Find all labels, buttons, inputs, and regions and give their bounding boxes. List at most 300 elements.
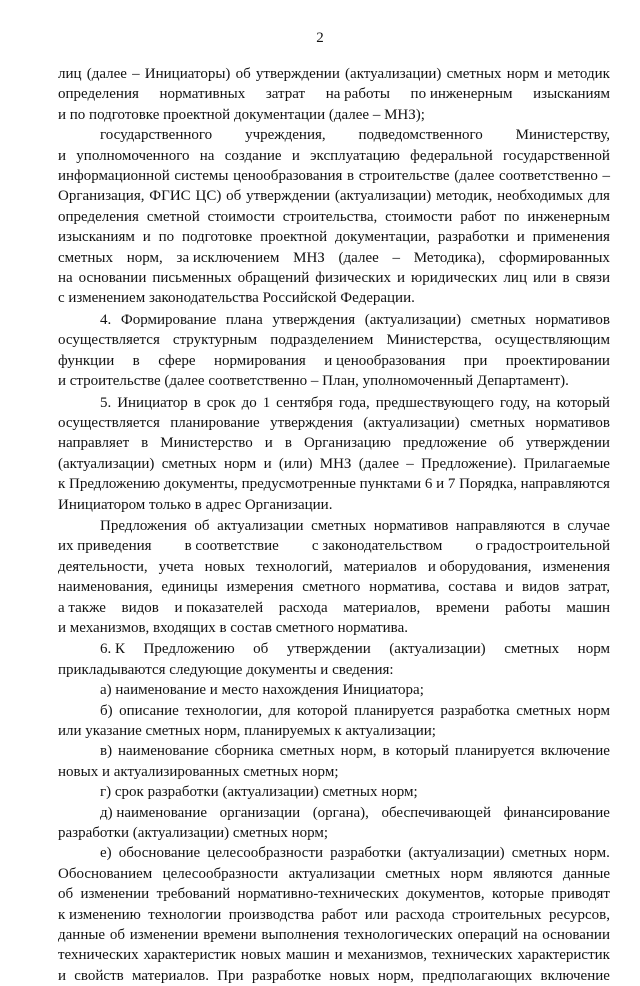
word: ресурсов, <box>548 906 610 923</box>
word: проектной <box>260 229 328 246</box>
word: а также <box>58 599 106 616</box>
word: учета <box>158 558 194 575</box>
word: изменения <box>542 558 610 575</box>
text-line <box>58 227 610 247</box>
word: При <box>217 967 244 984</box>
word: основании <box>78 270 147 287</box>
word: а) наименование и место нахождения Инициатора; <box>100 682 424 699</box>
text-line <box>58 330 610 350</box>
text-line <box>58 741 610 761</box>
word: или <box>532 270 557 287</box>
word: учреждения, <box>245 127 326 144</box>
word: об <box>226 188 242 205</box>
word: при <box>463 352 488 369</box>
word: документации, <box>335 229 430 246</box>
word: определения <box>58 208 139 225</box>
word: государственного <box>100 127 213 144</box>
word: Организацию <box>303 435 391 452</box>
word: норм <box>223 455 257 472</box>
word: (актуализации) <box>364 311 462 328</box>
word: новых <box>329 967 370 984</box>
word: об <box>194 517 210 534</box>
word: разработки <box>437 229 509 246</box>
word: инженерным <box>527 208 610 225</box>
word: МНЗ <box>293 249 325 266</box>
word: нормативно-технических <box>237 886 399 903</box>
word: 6. К <box>100 641 126 658</box>
word: операций <box>457 927 519 944</box>
word: норм <box>450 865 483 882</box>
word: осуществляется <box>58 332 160 349</box>
word: 7 <box>447 476 456 493</box>
word: выполнения <box>261 927 340 944</box>
word: видов <box>121 599 159 616</box>
word: функции <box>58 352 115 369</box>
text-line <box>58 884 610 904</box>
word: утверждения <box>272 311 356 328</box>
word: 5. <box>100 394 112 411</box>
word: пунктами <box>359 476 422 493</box>
word: предложение <box>403 435 487 452</box>
word: необходимых <box>497 188 584 205</box>
word: нормативов <box>373 517 449 534</box>
word: юридических <box>411 270 498 287</box>
word: направляет <box>58 435 130 452</box>
word: в <box>132 352 140 369</box>
word: стоимости <box>207 208 275 225</box>
text-line <box>58 474 610 494</box>
word: для <box>268 702 291 719</box>
word: в <box>284 435 292 452</box>
word: и <box>263 455 272 472</box>
word: материалов <box>343 558 417 575</box>
text-line <box>58 557 610 577</box>
word: на <box>58 270 73 287</box>
word: и <box>516 229 525 246</box>
word: д) наименование <box>100 804 208 821</box>
word: предполагающих <box>422 967 533 984</box>
word: и ценообразования <box>324 352 446 369</box>
word: в <box>552 517 560 534</box>
word: основании <box>542 927 610 944</box>
text-line <box>58 310 610 330</box>
word: подведомственного <box>358 127 483 144</box>
word: за исключением <box>176 249 280 266</box>
word: об <box>253 641 269 658</box>
word: Обоснованием <box>58 865 153 882</box>
word: года, <box>338 394 370 411</box>
word: уполномоченного <box>76 147 190 164</box>
word: в) <box>100 743 113 760</box>
text-line <box>58 598 610 618</box>
word: (актуализации) <box>363 414 460 431</box>
word: деятельности, <box>58 558 148 575</box>
word: информационной <box>58 168 170 185</box>
word: (далее <box>358 455 399 472</box>
word: данные <box>58 927 106 944</box>
word: подразделением <box>270 332 374 349</box>
word: единицы <box>161 579 218 596</box>
word: в <box>562 270 570 287</box>
word: физических <box>315 270 391 287</box>
word: технологических <box>343 927 453 944</box>
word: и <box>505 579 514 596</box>
word: сметных <box>279 743 335 760</box>
word: приводят <box>551 886 610 903</box>
word: планирование <box>170 414 260 431</box>
word: норм, <box>126 249 163 266</box>
word: и по подготовке проектной документации (далее – МНЗ); <box>58 106 425 123</box>
word: и оборудования, <box>427 558 532 575</box>
word: расхода <box>278 599 328 616</box>
word: Инициатором только в адрес Организации. <box>58 496 333 513</box>
word: характеристик <box>517 947 610 964</box>
text-line <box>58 516 610 536</box>
word: лиц <box>58 66 82 82</box>
word: расхода <box>395 906 445 923</box>
word: федеральной <box>410 147 493 164</box>
word: 4. <box>100 311 112 328</box>
word: – <box>602 168 610 185</box>
word: нормативов <box>535 414 610 431</box>
word: об <box>498 435 514 452</box>
word: (актуализации) <box>345 66 442 82</box>
word: плана <box>225 311 263 328</box>
word: определения <box>58 86 139 103</box>
word: машин <box>286 947 330 964</box>
text-line <box>58 782 610 802</box>
word: утверждении <box>255 66 340 82</box>
word: разработки <box>330 845 402 862</box>
word: (актуализации) <box>389 641 486 658</box>
word: норм, <box>377 967 414 984</box>
word: изменении <box>129 927 199 944</box>
word: требований <box>156 886 231 903</box>
word: Предложению <box>69 476 161 493</box>
word: планируется <box>354 702 434 719</box>
word: целесообразности <box>162 865 279 882</box>
word: стоимости <box>385 208 453 225</box>
text-line <box>58 248 610 268</box>
word: (актуализации) <box>334 188 432 205</box>
word: и <box>291 147 300 164</box>
word: (органа), <box>312 804 369 821</box>
word: норм <box>577 702 610 719</box>
word: который <box>556 394 610 411</box>
word: сметных <box>504 641 560 658</box>
text-line <box>58 186 610 206</box>
text-line <box>58 268 610 288</box>
word: подготовке <box>181 229 253 246</box>
text-line <box>58 413 610 433</box>
word: и <box>264 435 273 452</box>
word: новых и актуализированных сметных норм; <box>58 763 339 780</box>
text-line <box>58 146 610 166</box>
word: технических <box>431 947 513 964</box>
word: обеспечивающей <box>381 804 491 821</box>
word: или <box>364 906 389 923</box>
word: финансирование <box>503 804 610 821</box>
word: изысканиям <box>58 229 135 246</box>
word: эксплуатацию <box>310 147 400 164</box>
word: который <box>395 743 449 760</box>
word: и <box>142 229 151 246</box>
word: сформированных <box>498 249 610 266</box>
text-line <box>58 64 610 84</box>
word: и <box>58 967 67 984</box>
word: в соответствие <box>184 538 279 555</box>
word: (актуализации) <box>58 455 155 472</box>
text-line <box>58 721 610 741</box>
word: прикладываются следующие документы и сведения: <box>58 661 394 678</box>
word: Инициаторы) <box>144 66 231 82</box>
word: норм <box>506 66 540 82</box>
word: утверждении <box>525 435 610 452</box>
word: новых <box>240 947 282 964</box>
word: которой <box>296 702 348 719</box>
text-line <box>58 701 610 721</box>
text-line <box>58 371 610 391</box>
word: на работы <box>325 86 390 103</box>
word: обращений <box>237 270 310 287</box>
text-line <box>58 945 610 965</box>
text-line <box>58 660 610 680</box>
word: предусмотренные <box>241 476 356 493</box>
word: включение <box>540 967 610 984</box>
word: сметного <box>302 579 361 596</box>
word: сметных <box>58 249 113 266</box>
word: Министерству, <box>515 127 610 144</box>
word: в <box>141 435 149 452</box>
word: по <box>158 229 175 246</box>
text-line <box>58 843 610 863</box>
word: документы, <box>163 476 238 493</box>
word: материалов. <box>131 967 209 984</box>
word: работ <box>321 906 358 923</box>
word: создание <box>224 147 282 164</box>
word: – <box>392 249 401 266</box>
word: на <box>536 394 551 411</box>
text-line <box>58 288 610 308</box>
word: методик, <box>436 188 493 205</box>
word: норм. <box>573 845 610 862</box>
word: описание <box>119 702 179 719</box>
word: об <box>109 927 125 944</box>
word: или указание сметных норм, планируемых к актуализации; <box>58 723 436 739</box>
word: и <box>436 476 445 493</box>
word: проектировании <box>505 352 610 369</box>
text-line <box>58 618 610 638</box>
word: методик <box>557 66 610 82</box>
word: измерения <box>226 579 294 596</box>
word: применения <box>532 229 610 246</box>
word: и механизмов, входящих в состав сметного норматива. <box>58 619 408 636</box>
word: разработки (актуализации) сметных норм; <box>58 825 329 842</box>
text-line <box>58 125 610 145</box>
word: включение <box>540 743 610 760</box>
word: сентября <box>276 394 333 411</box>
word: новых <box>204 558 245 575</box>
word: осуществляющим <box>494 332 610 349</box>
word: срок <box>206 394 236 411</box>
text-line <box>58 536 610 556</box>
word: государственной <box>503 147 610 164</box>
word: письменных <box>152 270 232 287</box>
word: нормирования <box>214 352 306 369</box>
word: в <box>347 168 355 185</box>
word: Прилагаемые <box>523 455 610 472</box>
text-line <box>58 105 610 125</box>
word: ЦС) <box>195 188 222 205</box>
word: ценообразования <box>233 168 343 185</box>
text-line <box>58 864 610 884</box>
word: Предложения <box>100 517 187 534</box>
word: актуализации <box>288 865 375 882</box>
text-line <box>58 433 610 453</box>
word: изысканиям <box>533 86 610 103</box>
word: затрат <box>265 86 306 103</box>
text-line <box>58 639 610 659</box>
word: времени <box>435 599 490 616</box>
word: (актуализации) <box>408 845 505 862</box>
word: по <box>503 208 520 225</box>
word: б) <box>100 702 113 719</box>
word: и <box>544 66 553 82</box>
word: направляются <box>520 476 610 493</box>
word: их приведения <box>58 538 152 555</box>
word: работ <box>460 208 496 225</box>
word: норматива, <box>369 579 440 596</box>
word: ФГИС <box>149 188 191 205</box>
text-line <box>58 680 610 700</box>
text-line <box>58 762 610 782</box>
word: утверждения <box>270 414 353 431</box>
word: (далее <box>454 168 495 185</box>
text-line <box>58 577 610 597</box>
word: Формирование <box>120 311 217 328</box>
text-line <box>58 966 610 986</box>
word: структурным <box>172 332 258 349</box>
word: 6 <box>424 476 433 493</box>
word: по инженерным <box>410 86 513 103</box>
word: и строительстве (далее соответственно – План, уполномоченный Департамент). <box>58 373 569 390</box>
word: с законодательством <box>311 538 443 555</box>
word: сметных <box>311 517 367 534</box>
word: сметных <box>511 845 567 862</box>
word: сметных <box>470 414 526 431</box>
word: об <box>235 66 251 82</box>
text-line <box>58 207 610 227</box>
text-line <box>58 823 610 843</box>
word: нормативов <box>535 311 610 328</box>
word: времени <box>203 927 257 944</box>
word: механизмов, <box>347 947 428 964</box>
word: актуализации <box>217 517 304 534</box>
word: (или) <box>278 455 313 472</box>
word: строительства, <box>282 208 378 225</box>
word: производства <box>228 906 315 923</box>
word: целесообразности <box>207 845 324 862</box>
word: о градостроительной <box>475 538 610 555</box>
word: на <box>522 927 538 944</box>
word: сметных <box>516 702 572 719</box>
word: сметных <box>385 865 441 882</box>
word: машин <box>566 599 610 616</box>
word: затрат, <box>568 579 610 596</box>
word: документов, <box>406 886 485 903</box>
word: направляются <box>455 517 546 534</box>
word: сметных <box>470 311 526 328</box>
word: и показателей <box>174 599 264 616</box>
word: норм, <box>340 743 377 760</box>
word: году, <box>499 394 531 411</box>
word: Предложению <box>143 641 235 658</box>
word: на <box>199 147 215 164</box>
word: строительных <box>451 906 542 923</box>
word: Министерство <box>160 435 253 452</box>
word: наименования, <box>58 579 153 596</box>
word: нормативных <box>159 86 246 103</box>
word: в <box>382 743 390 760</box>
page-number: 2 <box>316 30 324 46</box>
word: Инициатор <box>117 394 188 411</box>
word: наименование <box>118 743 209 760</box>
word: строительстве <box>358 168 450 185</box>
text-line <box>58 351 610 371</box>
document-body <box>58 64 610 986</box>
word: организации <box>219 804 301 821</box>
word: состава <box>448 579 497 596</box>
word: технических <box>58 947 139 964</box>
word: МНЗ <box>319 455 352 472</box>
word: соответственно <box>499 168 598 185</box>
word: системы <box>174 168 229 185</box>
text-line <box>58 84 610 104</box>
word: (далее <box>86 66 127 82</box>
word: е) <box>100 845 112 862</box>
word: свойств <box>74 967 124 984</box>
word: данные <box>562 865 610 882</box>
word: сметных <box>161 455 217 472</box>
word: – <box>406 455 414 472</box>
word: связи <box>575 270 610 287</box>
word: Методика), <box>413 249 486 266</box>
word: Порядка, <box>459 476 517 493</box>
word: работы <box>504 599 551 616</box>
word: и <box>58 147 67 164</box>
word: сфере <box>158 352 196 369</box>
word: сметной <box>146 208 200 225</box>
word: изменении <box>80 886 150 903</box>
word: и <box>396 270 406 287</box>
word: технологии <box>148 906 222 923</box>
word: обоснование <box>118 845 201 862</box>
word: г) срок разработки (актуализации) сметных норм; <box>100 784 418 801</box>
word: утверждении <box>246 188 331 205</box>
text-line <box>58 803 610 823</box>
word: лиц <box>503 270 527 287</box>
word: Предложение). <box>421 455 517 472</box>
word: к <box>58 476 66 493</box>
word: разработке <box>251 967 322 984</box>
word: об <box>58 886 74 903</box>
word: осуществляется <box>58 414 160 431</box>
word: утверждении <box>286 641 371 658</box>
word: являются <box>493 865 553 882</box>
word: характеристик <box>143 947 237 964</box>
word: для <box>587 188 610 205</box>
word: и <box>334 947 343 964</box>
